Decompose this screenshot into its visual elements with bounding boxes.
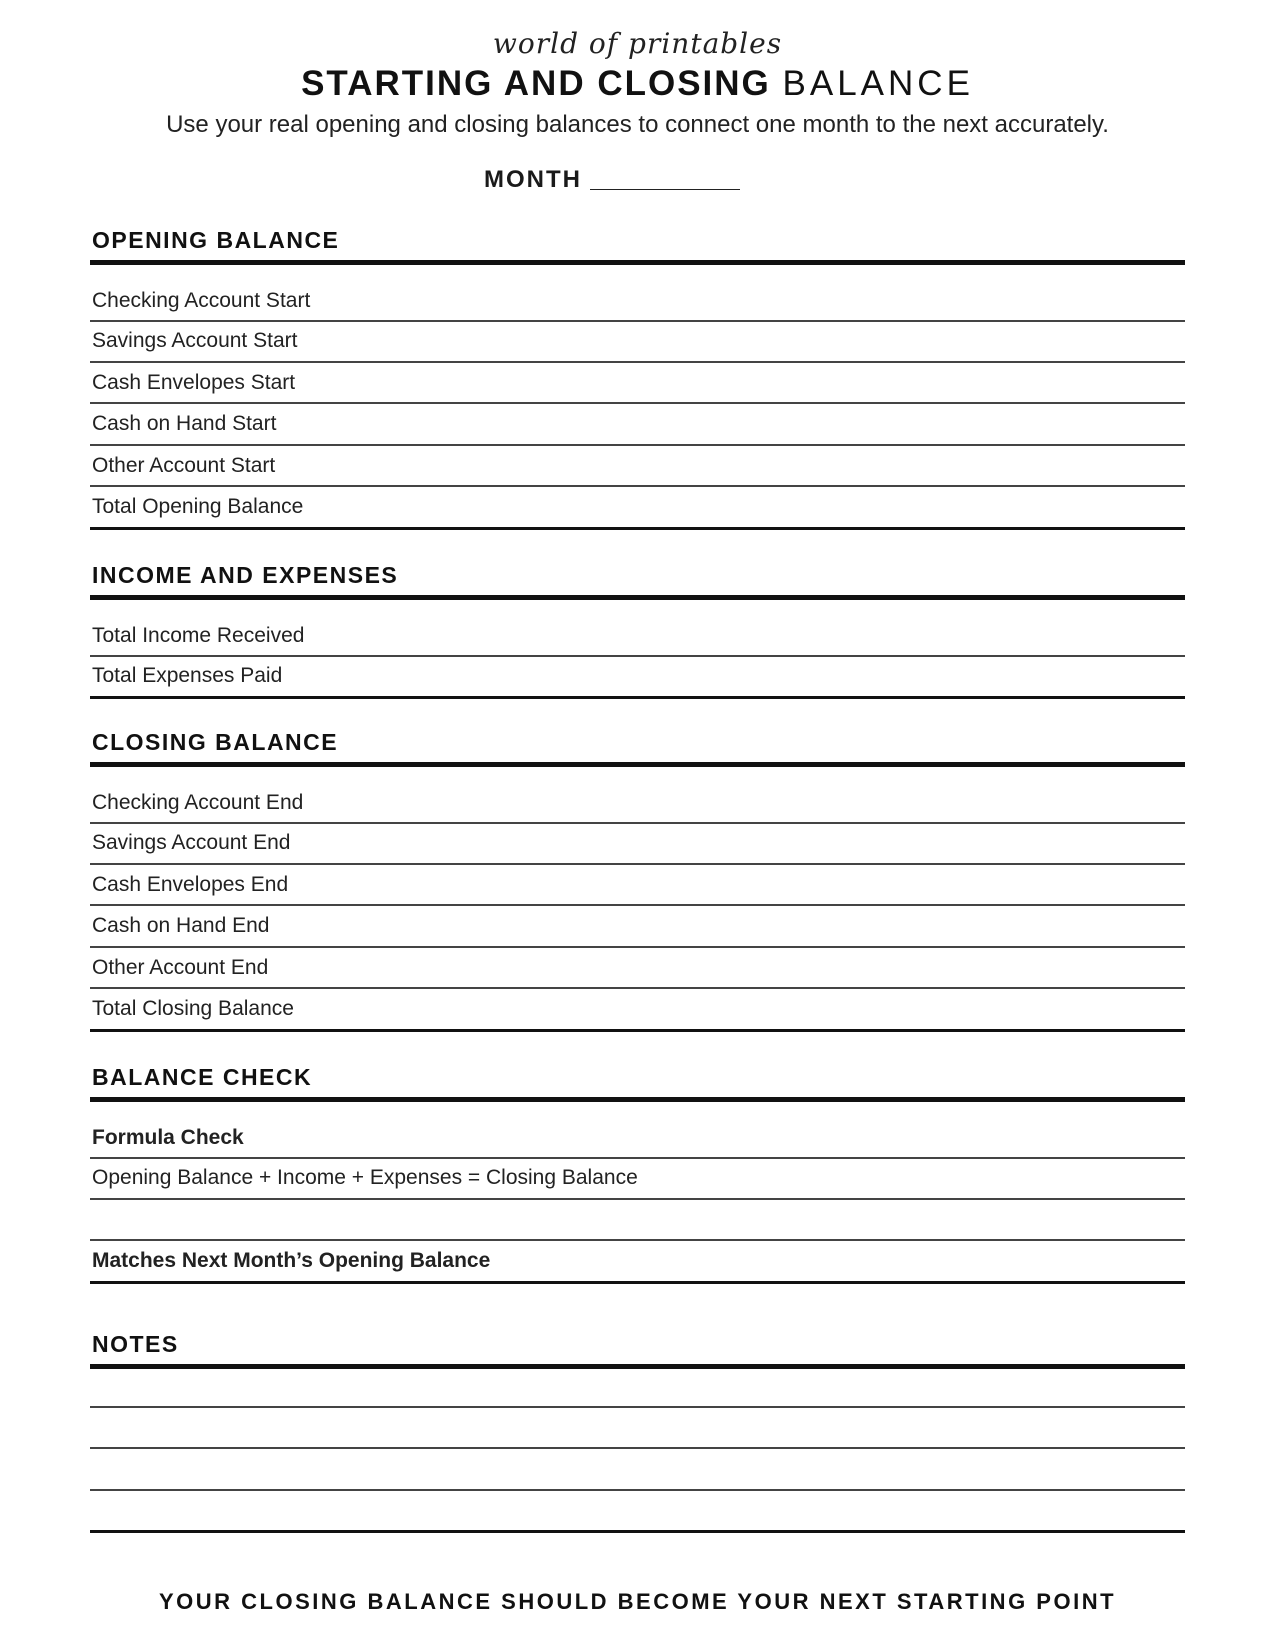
row-line[interactable] bbox=[90, 904, 1185, 906]
page-title-light: BALANCE bbox=[782, 64, 974, 103]
row-line[interactable] bbox=[90, 361, 1185, 363]
row-line[interactable] bbox=[90, 1239, 1185, 1241]
row-line[interactable] bbox=[90, 946, 1185, 948]
row-line-total[interactable] bbox=[90, 1281, 1185, 1284]
row-label: Cash on Hand End bbox=[92, 914, 270, 937]
row-line[interactable] bbox=[90, 1157, 1185, 1159]
section-rule bbox=[90, 1364, 1185, 1369]
row-label: Savings Account End bbox=[92, 831, 291, 854]
month-input-line[interactable] bbox=[590, 189, 740, 190]
formula-check-label: Formula Check bbox=[92, 1126, 244, 1149]
page-title-bold: STARTING AND CLOSING bbox=[301, 64, 771, 103]
row-label: Checking Account End bbox=[92, 791, 304, 814]
footer-tagline: YOUR CLOSING BALANCE SHOULD BECOME YOUR NEXT STARTING POINT bbox=[158, 1589, 1117, 1614]
section-title: BALANCE CHECK bbox=[92, 1064, 313, 1090]
row-label: Total Closing Balance bbox=[92, 997, 294, 1020]
row-line[interactable] bbox=[90, 1198, 1185, 1200]
section-rule bbox=[90, 595, 1185, 600]
section-rule bbox=[90, 260, 1185, 265]
row-line-total[interactable] bbox=[90, 1029, 1185, 1032]
section-title: OPENING BALANCE bbox=[92, 227, 340, 253]
section-rule bbox=[90, 1097, 1185, 1102]
row-label: Total Income Received bbox=[92, 624, 305, 647]
row-line[interactable] bbox=[90, 822, 1185, 824]
page-title bbox=[0, 64, 1275, 104]
row-label: Cash Envelopes Start bbox=[92, 371, 296, 394]
section-title: CLOSING BALANCE bbox=[92, 729, 339, 755]
notes-line[interactable] bbox=[90, 1489, 1185, 1491]
month-field bbox=[484, 166, 740, 194]
row-label: Total Opening Balance bbox=[92, 495, 304, 518]
row-label: Total Expenses Paid bbox=[92, 664, 283, 687]
row-label: Checking Account Start bbox=[92, 289, 311, 312]
row-label: Other Account Start bbox=[92, 454, 276, 477]
formula-text: Opening Balance + Income + Expenses = Closing Balance bbox=[92, 1166, 638, 1189]
matches-label: Matches Next Month’s Opening Balance bbox=[92, 1249, 491, 1272]
row-label: Other Account End bbox=[92, 956, 269, 979]
row-line[interactable] bbox=[90, 485, 1185, 487]
row-label: Savings Account Start bbox=[92, 329, 298, 352]
row-line-total[interactable] bbox=[90, 696, 1185, 699]
notes-line[interactable] bbox=[90, 1447, 1185, 1449]
brand-logo: world of printables bbox=[492, 27, 783, 60]
row-label: Cash Envelopes End bbox=[92, 873, 289, 896]
row-line-total[interactable] bbox=[90, 527, 1185, 530]
month-label: MONTH bbox=[484, 166, 582, 193]
row-line[interactable] bbox=[90, 863, 1185, 865]
row-line[interactable] bbox=[90, 320, 1185, 322]
row-line[interactable] bbox=[90, 402, 1185, 404]
section-title: INCOME AND EXPENSES bbox=[92, 562, 399, 588]
row-label: Cash on Hand Start bbox=[92, 412, 277, 435]
notes-line-bottom[interactable] bbox=[90, 1530, 1185, 1533]
page-subtitle: Use your real opening and closing balances to connect one month to the next accurately. bbox=[166, 111, 1109, 138]
section-title: NOTES bbox=[92, 1331, 179, 1357]
section-rule bbox=[90, 762, 1185, 767]
row-line[interactable] bbox=[90, 987, 1185, 989]
row-line[interactable] bbox=[90, 444, 1185, 446]
notes-line[interactable] bbox=[90, 1406, 1185, 1408]
row-line[interactable] bbox=[90, 655, 1185, 657]
